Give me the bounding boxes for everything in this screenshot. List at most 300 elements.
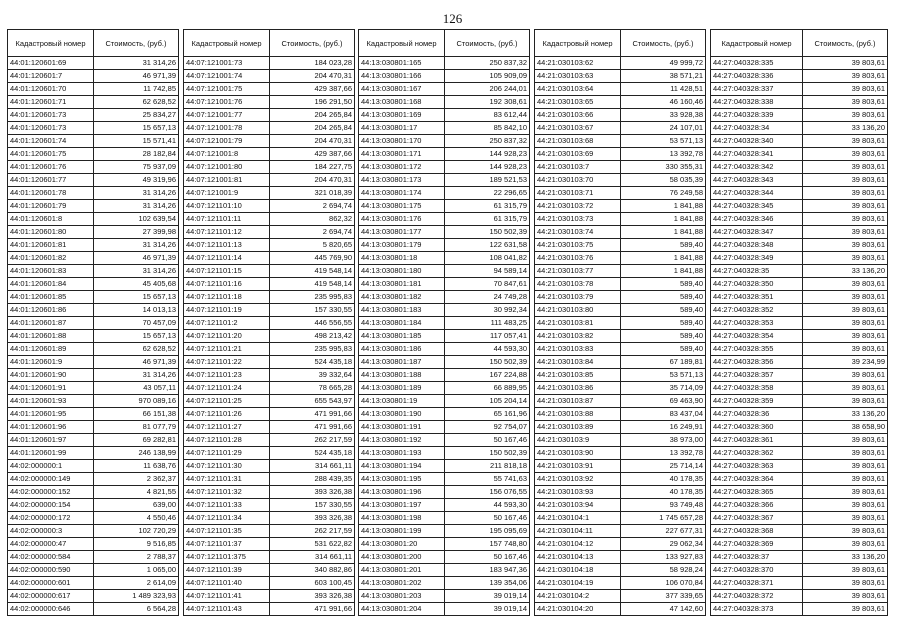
cadastral-number-cell: 44:07:121001:77 xyxy=(184,109,270,122)
cost-cell: 111 483,25 xyxy=(445,317,530,330)
cost-cell: 15 657,13 xyxy=(94,291,179,304)
cadastral-number-cell: 44:01:120601:91 xyxy=(8,382,94,395)
cost-cell: 39 803,61 xyxy=(803,473,888,486)
table-row xyxy=(711,486,888,499)
cost-cell: 13 392,78 xyxy=(621,148,706,161)
cadastral-number-cell: 44:01:120601:89 xyxy=(8,343,94,356)
table-row xyxy=(359,525,530,538)
table-row xyxy=(535,395,706,408)
table-row xyxy=(8,83,179,96)
cadastral-number-cell: 44:07:121001:74 xyxy=(184,70,270,83)
cadastral-number-cell: 44:01:120601:7 xyxy=(8,70,94,83)
cost-cell: 39 803,61 xyxy=(803,447,888,460)
table-row xyxy=(359,161,530,174)
table-row xyxy=(359,473,530,486)
table-row xyxy=(535,83,706,96)
cost-cell: 45 405,68 xyxy=(94,278,179,291)
cadastral-number-cell: 44:07:121001:9 xyxy=(184,187,270,200)
table-row xyxy=(535,239,706,252)
table-row xyxy=(711,109,888,122)
cost-cell: 28 182,84 xyxy=(94,148,179,161)
cadastral-number-cell: 44:13:030801:198 xyxy=(359,512,445,525)
table-row xyxy=(711,408,888,421)
table-row xyxy=(535,57,706,70)
cost-cell: 862,32 xyxy=(270,213,355,226)
table-row xyxy=(8,96,179,109)
table-row xyxy=(359,577,530,590)
cadastral-number-cell: 44:07:121101:15 xyxy=(184,265,270,278)
table-row xyxy=(8,421,179,434)
cost-cell: 144 928,23 xyxy=(445,161,530,174)
cost-cell: 83 612,44 xyxy=(445,109,530,122)
cadastral-number-cell: 44:13:030801:165 xyxy=(359,57,445,70)
cost-cell: 39 803,61 xyxy=(803,148,888,161)
table-row xyxy=(359,486,530,499)
table-row xyxy=(184,148,355,161)
cost-cell: 70 457,09 xyxy=(94,317,179,330)
cost-cell: 429 387,66 xyxy=(270,83,355,96)
cadastral-number-cell: 44:27:040328:370 xyxy=(711,564,803,577)
table-row xyxy=(711,525,888,538)
cadastral-number-cell: 44:21:030103:67 xyxy=(535,122,621,135)
table-row xyxy=(711,278,888,291)
cadastral-number-cell: 44:13:030801:197 xyxy=(359,499,445,512)
cadastral-number-cell: 44:21:030103:93 xyxy=(535,486,621,499)
cadastral-number-cell: 44:21:030103:62 xyxy=(535,57,621,70)
cadastral-number-cell: 44:01:120601:86 xyxy=(8,304,94,317)
cost-cell: 39 803,61 xyxy=(803,135,888,148)
cadastral-number-cell: 44:21:030103:85 xyxy=(535,369,621,382)
cost-cell: 524 435,18 xyxy=(270,447,355,460)
cost-cell: 4 550,46 xyxy=(94,512,179,525)
table-row xyxy=(359,460,530,473)
cadastral-number-cell: 44:21:030103:80 xyxy=(535,304,621,317)
table-row xyxy=(8,499,179,512)
cost-cell: 93 749,48 xyxy=(621,499,706,512)
cadastral-number-cell: 44:02:000000:590 xyxy=(8,564,94,577)
cost-cell: 39 803,61 xyxy=(803,200,888,213)
table-row xyxy=(535,213,706,226)
cost-table-1 xyxy=(7,29,179,616)
cost-cell: 47 142,60 xyxy=(621,603,706,616)
cost-cell: 39 803,61 xyxy=(803,577,888,590)
table-row xyxy=(359,226,530,239)
table-row xyxy=(184,447,355,460)
header-cost: Стоимость, (руб.) xyxy=(803,30,888,57)
table-row xyxy=(535,603,706,616)
cost-cell: 227 677,31 xyxy=(621,525,706,538)
table-row xyxy=(184,486,355,499)
cadastral-number-cell: 44:13:030801:189 xyxy=(359,382,445,395)
cadastral-number-cell: 44:21:030103:72 xyxy=(535,200,621,213)
cost-cell: 1 841,88 xyxy=(621,226,706,239)
cadastral-number-cell: 44:13:030801:187 xyxy=(359,356,445,369)
table-row xyxy=(359,395,530,408)
cost-cell: 31 314,26 xyxy=(94,57,179,70)
table-row xyxy=(711,226,888,239)
table-row xyxy=(8,70,179,83)
cadastral-number-cell: 44:27:040328:352 xyxy=(711,304,803,317)
cost-cell: 39 803,61 xyxy=(803,538,888,551)
cadastral-number-cell: 44:07:121001:80 xyxy=(184,161,270,174)
cost-cell: 67 189,81 xyxy=(621,356,706,369)
cadastral-number-cell: 44:21:030104:19 xyxy=(535,577,621,590)
table-row xyxy=(535,291,706,304)
table-row xyxy=(184,395,355,408)
table-row xyxy=(8,330,179,343)
cost-cell: 39 803,61 xyxy=(803,96,888,109)
cost-cell: 29 062,34 xyxy=(621,538,706,551)
table-row xyxy=(359,213,530,226)
cost-cell: 589,40 xyxy=(621,278,706,291)
cost-cell: 31 314,26 xyxy=(94,200,179,213)
cost-cell: 524 435,18 xyxy=(270,356,355,369)
cadastral-number-cell: 44:01:120601:73 xyxy=(8,122,94,135)
table-row xyxy=(711,70,888,83)
table-row xyxy=(184,538,355,551)
cost-cell: 22 296,65 xyxy=(445,187,530,200)
cost-cell: 445 769,90 xyxy=(270,252,355,265)
cost-cell: 184 023,28 xyxy=(270,57,355,70)
table-row xyxy=(711,577,888,590)
table-row xyxy=(359,109,530,122)
cost-cell: 246 138,99 xyxy=(94,447,179,460)
cadastral-number-cell: 44:21:030103:87 xyxy=(535,395,621,408)
table-row xyxy=(184,291,355,304)
cadastral-number-cell: 44:01:120601:9 xyxy=(8,356,94,369)
cost-cell: 66 889,95 xyxy=(445,382,530,395)
cost-cell: 39 803,61 xyxy=(803,187,888,200)
table-row xyxy=(184,434,355,447)
cost-table-5 xyxy=(710,29,888,616)
cadastral-number-cell: 44:27:040328:344 xyxy=(711,187,803,200)
cost-cell: 39 803,61 xyxy=(803,252,888,265)
table-row xyxy=(535,265,706,278)
table-row xyxy=(184,356,355,369)
cadastral-number-cell: 44:13:030801:190 xyxy=(359,408,445,421)
cadastral-number-cell: 44:21:030103:89 xyxy=(535,421,621,434)
cadastral-number-cell: 44:21:030103:88 xyxy=(535,408,621,421)
cost-cell: 39 019,14 xyxy=(445,590,530,603)
cost-cell: 150 502,39 xyxy=(445,226,530,239)
cost-cell: 15 571,41 xyxy=(94,135,179,148)
cost-cell: 262 217,59 xyxy=(270,434,355,447)
cost-cell: 39 803,61 xyxy=(803,395,888,408)
table-row xyxy=(184,499,355,512)
cadastral-number-cell: 44:13:030801:192 xyxy=(359,434,445,447)
table-row xyxy=(359,187,530,200)
table-row xyxy=(711,213,888,226)
cadastral-number-cell: 44:07:121101:31 xyxy=(184,473,270,486)
table-row xyxy=(184,369,355,382)
table-row xyxy=(359,278,530,291)
cadastral-number-cell: 44:07:121101:2 xyxy=(184,317,270,330)
cadastral-number-cell: 44:02:000000:617 xyxy=(8,590,94,603)
cadastral-number-cell: 44:13:030801:188 xyxy=(359,369,445,382)
table-row xyxy=(8,382,179,395)
cadastral-number-cell: 44:13:030801:196 xyxy=(359,486,445,499)
cadastral-number-cell: 44:01:120601:84 xyxy=(8,278,94,291)
cost-cell: 31 314,26 xyxy=(94,265,179,278)
table-row xyxy=(535,135,706,148)
cadastral-number-cell: 44:07:121101:11 xyxy=(184,213,270,226)
table-row xyxy=(184,187,355,200)
table-row xyxy=(359,304,530,317)
table-row xyxy=(711,148,888,161)
table-row xyxy=(535,161,706,174)
cost-cell: 39 803,61 xyxy=(803,603,888,616)
table-row xyxy=(8,200,179,213)
table-row xyxy=(535,330,706,343)
table-row xyxy=(184,109,355,122)
table-row xyxy=(535,343,706,356)
cost-cell: 117 057,41 xyxy=(445,330,530,343)
cadastral-number-cell: 44:07:121101:34 xyxy=(184,512,270,525)
header-cost: Стоимость, (руб.) xyxy=(445,30,530,57)
table-row xyxy=(711,421,888,434)
cost-cell: 471 991,66 xyxy=(270,603,355,616)
cost-cell: 39 803,61 xyxy=(803,317,888,330)
table-row xyxy=(184,421,355,434)
cadastral-number-cell: 44:07:121101:10 xyxy=(184,200,270,213)
header-cadastral-number: Кадастровый номер xyxy=(711,30,803,57)
cost-cell: 288 439,35 xyxy=(270,473,355,486)
cadastral-number-cell: 44:27:040328:342 xyxy=(711,161,803,174)
cost-cell: 150 502,39 xyxy=(445,447,530,460)
table-row xyxy=(8,603,179,616)
cadastral-number-cell: 44:21:030103:66 xyxy=(535,109,621,122)
table-row xyxy=(184,577,355,590)
header-cadastral-number: Кадастровый номер xyxy=(184,30,270,57)
cadastral-number-cell: 44:27:040328:338 xyxy=(711,96,803,109)
table-row xyxy=(359,343,530,356)
cadastral-number-cell: 44:01:120601:87 xyxy=(8,317,94,330)
table-row xyxy=(184,382,355,395)
cadastral-number-cell: 44:07:121101:39 xyxy=(184,564,270,577)
table-row xyxy=(8,187,179,200)
table-row xyxy=(359,83,530,96)
cadastral-number-cell: 44:21:030103:7 xyxy=(535,161,621,174)
table-row xyxy=(8,317,179,330)
cadastral-number-cell: 44:21:030103:86 xyxy=(535,382,621,395)
cadastral-number-cell: 44:02:000000:152 xyxy=(8,486,94,499)
cost-cell: 39 803,61 xyxy=(803,70,888,83)
table-row xyxy=(359,122,530,135)
cadastral-number-cell: 44:21:030104:1 xyxy=(535,512,621,525)
cost-cell: 58 035,39 xyxy=(621,174,706,187)
cost-cell: 39 803,61 xyxy=(803,83,888,96)
cost-cell: 139 354,06 xyxy=(445,577,530,590)
table-row xyxy=(535,512,706,525)
cadastral-number-cell: 44:13:030801:18 xyxy=(359,252,445,265)
cadastral-number-cell: 44:21:030104:20 xyxy=(535,603,621,616)
cadastral-number-cell: 44:27:040328:35 xyxy=(711,265,803,278)
table-row xyxy=(359,538,530,551)
table-row xyxy=(184,239,355,252)
table-row xyxy=(359,330,530,343)
cadastral-number-cell: 44:07:121101:13 xyxy=(184,239,270,252)
cost-cell: 157 748,80 xyxy=(445,538,530,551)
table-row xyxy=(535,421,706,434)
table-row xyxy=(535,486,706,499)
cadastral-number-cell: 44:27:040328:363 xyxy=(711,460,803,473)
table-row xyxy=(535,590,706,603)
cadastral-number-cell: 44:02:000000:47 xyxy=(8,538,94,551)
cost-cell: 55 741,63 xyxy=(445,473,530,486)
table-row xyxy=(184,408,355,421)
cadastral-number-cell: 44:01:120601:80 xyxy=(8,226,94,239)
table-row xyxy=(8,538,179,551)
cost-cell: 105 204,14 xyxy=(445,395,530,408)
table-row xyxy=(8,161,179,174)
table-row xyxy=(535,96,706,109)
table-row xyxy=(535,551,706,564)
table-row xyxy=(711,564,888,577)
cost-cell: 39 803,61 xyxy=(803,434,888,447)
cadastral-number-cell: 44:21:030103:68 xyxy=(535,135,621,148)
table-row xyxy=(8,395,179,408)
table-row xyxy=(8,239,179,252)
cadastral-number-cell: 44:07:121101:20 xyxy=(184,330,270,343)
cost-cell: 157 330,55 xyxy=(270,499,355,512)
cost-cell: 30 992,34 xyxy=(445,304,530,317)
table-row xyxy=(711,551,888,564)
header-cadastral-number: Кадастровый номер xyxy=(8,30,94,57)
cadastral-number-cell: 44:01:120601:76 xyxy=(8,161,94,174)
table-row xyxy=(8,486,179,499)
table-row xyxy=(711,265,888,278)
cost-cell: 61 315,79 xyxy=(445,213,530,226)
cost-cell: 39 803,61 xyxy=(803,291,888,304)
table-row xyxy=(359,135,530,148)
table-row xyxy=(184,122,355,135)
table-row xyxy=(184,512,355,525)
cost-cell: 235 995,83 xyxy=(270,343,355,356)
cost-cell: 58 928,24 xyxy=(621,564,706,577)
cost-cell: 85 842,10 xyxy=(445,122,530,135)
cadastral-number-cell: 44:21:030103:69 xyxy=(535,148,621,161)
table-row xyxy=(711,447,888,460)
cost-cell: 40 178,35 xyxy=(621,486,706,499)
cost-cell: 16 249,91 xyxy=(621,421,706,434)
cost-cell: 38 571,21 xyxy=(621,70,706,83)
cost-cell: 377 339,65 xyxy=(621,590,706,603)
cadastral-number-cell: 44:07:121101:18 xyxy=(184,291,270,304)
cost-cell: 33 928,38 xyxy=(621,109,706,122)
cadastral-number-cell: 44:07:121101:22 xyxy=(184,356,270,369)
table-row xyxy=(711,343,888,356)
cost-cell: 46 160,46 xyxy=(621,96,706,109)
cadastral-number-cell: 44:01:120601:81 xyxy=(8,239,94,252)
cost-cell: 75 937,09 xyxy=(94,161,179,174)
cost-cell: 44 593,30 xyxy=(445,343,530,356)
table-row xyxy=(8,356,179,369)
table-row xyxy=(359,551,530,564)
cost-cell: 429 387,66 xyxy=(270,148,355,161)
cadastral-number-cell: 44:13:030801:172 xyxy=(359,161,445,174)
cadastral-number-cell: 44:01:120601:74 xyxy=(8,135,94,148)
cost-cell: 471 991,66 xyxy=(270,408,355,421)
cost-cell: 446 556,55 xyxy=(270,317,355,330)
cost-cell: 46 971,39 xyxy=(94,252,179,265)
table-row xyxy=(8,174,179,187)
table-row xyxy=(535,70,706,83)
cadastral-number-cell: 44:01:120601:8 xyxy=(8,213,94,226)
cadastral-number-cell: 44:13:030801:176 xyxy=(359,213,445,226)
table-row xyxy=(535,317,706,330)
table-row xyxy=(184,304,355,317)
table-row xyxy=(184,525,355,538)
cost-cell: 11 638,76 xyxy=(94,460,179,473)
cost-cell: 39 019,14 xyxy=(445,603,530,616)
table-row xyxy=(711,382,888,395)
cost-cell: 39 803,61 xyxy=(803,564,888,577)
table-row xyxy=(359,564,530,577)
table-row xyxy=(535,460,706,473)
cadastral-number-cell: 44:21:030103:82 xyxy=(535,330,621,343)
table-row xyxy=(711,239,888,252)
cadastral-number-cell: 44:27:040328:37 xyxy=(711,551,803,564)
cadastral-number-cell: 44:01:120601:95 xyxy=(8,408,94,421)
cost-cell: 31 314,26 xyxy=(94,239,179,252)
cadastral-number-cell: 44:21:030103:81 xyxy=(535,317,621,330)
table-row xyxy=(8,304,179,317)
cost-cell: 184 227,75 xyxy=(270,161,355,174)
cadastral-number-cell: 44:27:040328:360 xyxy=(711,421,803,434)
cadastral-number-cell: 44:13:030801:199 xyxy=(359,525,445,538)
table-row xyxy=(8,512,179,525)
cadastral-number-cell: 44:27:040328:346 xyxy=(711,213,803,226)
cost-cell: 61 315,79 xyxy=(445,200,530,213)
cost-cell: 589,40 xyxy=(621,304,706,317)
table-row xyxy=(184,473,355,486)
cost-cell: 211 818,18 xyxy=(445,460,530,473)
cadastral-number-cell: 44:27:040328:361 xyxy=(711,434,803,447)
cadastral-number-cell: 44:07:121101:32 xyxy=(184,486,270,499)
cadastral-number-cell: 44:02:000000:149 xyxy=(8,473,94,486)
cadastral-number-cell: 44:21:030103:73 xyxy=(535,213,621,226)
cost-cell: 53 571,13 xyxy=(621,369,706,382)
table-row xyxy=(184,57,355,70)
cost-cell: 340 882,86 xyxy=(270,564,355,577)
table-row xyxy=(8,226,179,239)
cost-cell: 250 837,32 xyxy=(445,57,530,70)
table-row xyxy=(711,161,888,174)
cost-cell: 24 749,28 xyxy=(445,291,530,304)
cadastral-number-cell: 44:13:030801:183 xyxy=(359,304,445,317)
cost-cell: 69 282,81 xyxy=(94,434,179,447)
cost-cell: 419 548,14 xyxy=(270,265,355,278)
cost-cell: 39 803,61 xyxy=(803,161,888,174)
table-row xyxy=(359,70,530,83)
cadastral-number-cell: 44:13:030801:179 xyxy=(359,239,445,252)
table-row xyxy=(8,577,179,590)
cost-cell: 39 803,61 xyxy=(803,213,888,226)
cost-cell: 150 502,39 xyxy=(445,356,530,369)
cost-cell: 108 041,82 xyxy=(445,252,530,265)
table-row xyxy=(535,174,706,187)
cost-cell: 603 100,45 xyxy=(270,577,355,590)
table-row xyxy=(711,512,888,525)
table-row xyxy=(8,447,179,460)
table-row xyxy=(535,304,706,317)
cadastral-number-cell: 44:21:030104:18 xyxy=(535,564,621,577)
table-row xyxy=(8,109,179,122)
cadastral-number-cell: 44:27:040328:341 xyxy=(711,148,803,161)
cost-cell: 49 999,72 xyxy=(621,57,706,70)
cost-cell: 144 928,23 xyxy=(445,148,530,161)
cost-cell: 25 714,14 xyxy=(621,460,706,473)
